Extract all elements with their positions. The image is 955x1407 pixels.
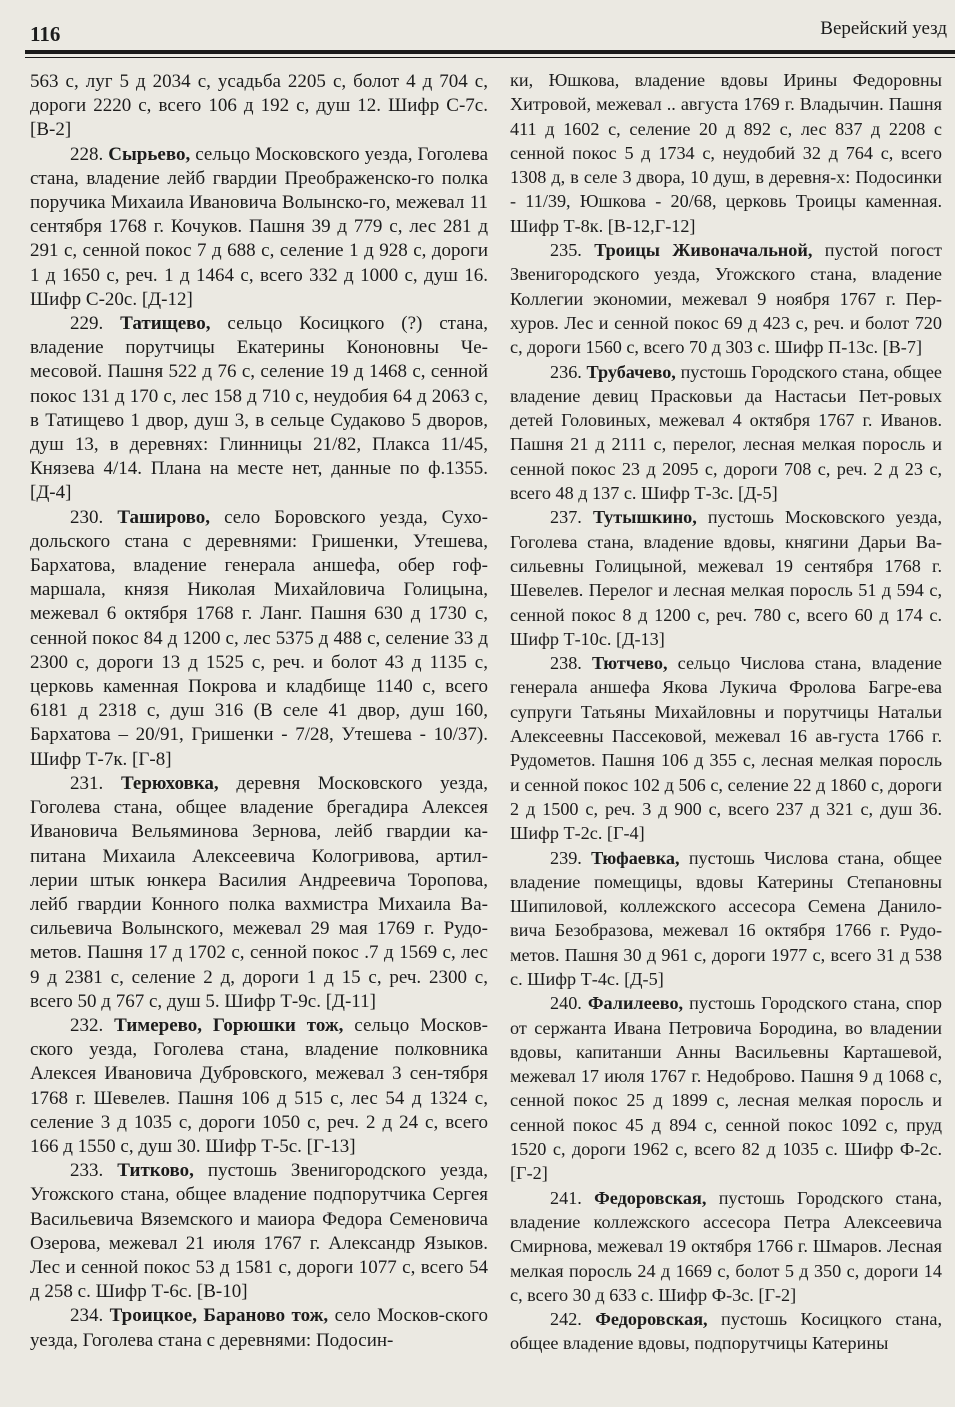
entry-text: пустошь Звенигородского уезда, Угожского стана, общее владение подпорутчика Сергея Васильевича Вяземского и маиора Федора Семеновича Озерова, межевал 21 июля 1767 г. Александр Языков. Лес и сенной покос 53 д 1581 с, дороги 1077 с, всего 54 д 258 с. Шифр Т-6с. [В-10] <box>30 1160 489 1303</box>
entry <box>510 238 942 359</box>
entry-text: сельцо Московского уезда, Гоголева стана, владение лейб гвардии Преображенско-го полка поручика Михаила Ивановича Волынско-го, межевал 11 сентября 1768 г. Кочуков. Пашня 39 д 779 с, лес 281 д 291 с, сенной покос 7 д 688 с, селение 1 д 928 с, дороги 1 д 1650 с, реч. 1 д 1464 с, всего 332 д 1000 с, душ 16. Шифр С-20с. [Д-12] <box>30 143 488 310</box>
entry-number: 237. <box>550 507 593 528</box>
header-rule-thick <box>25 50 955 54</box>
entry-continuation <box>510 68 942 238</box>
place-name: Татищево, <box>120 313 211 335</box>
page-header <box>0 0 955 60</box>
entry-text: сельцо Косицкого (?) стана, владение порутчицы Екатерины Кононовны Че-месовой. Пашня 522 д 76 с, селение 19 д 1468 с, сенной покос 131 д 170 с, лес 158 д 710 с, неудобия 64 д 2063 с, в Татищево 1 двор, душ 3, в сельце Судаково 5 дворов, душ 13, в деревнях: Глинницы 21/82, Плакса 11/45, Князева 4/14. Плана на месте нет, данные по ф.1355. [Д-4] <box>30 313 488 504</box>
entry <box>30 1014 488 1159</box>
entry-number: 240. <box>550 993 588 1014</box>
entry-text: пустошь Городского стана, владение коллежского ассесора Петра Алексеевича Смирнова, межевал 19 октября 1766 г. Шмаров. Лесная мелкая поросль 24 д 1669 с, болот 5 д 350 с, дороги 14 с, всего 30 д 633 с. Шифр Ф-3с. [Г-2] <box>510 1187 943 1305</box>
place-name: Таширово, <box>117 506 211 528</box>
entry-number: 238. <box>550 653 593 674</box>
entry-number: 231. <box>70 772 121 794</box>
entry <box>510 651 942 845</box>
entry-number: 236. <box>550 361 587 382</box>
entry-text: пустошь Числова стана, общее владение помещицы, вдовы Катерины Степановны Шипиловой, коллежского ассесора Семена Данило-вича Безобразова, межевал 16 октября 1766 г. Рудо-метов. Пашня 30 д 961 с, дороги 1977 с, всего 31 д 538 с. Шифр Т-4с. [Д-5] <box>510 847 943 989</box>
entry <box>510 846 942 992</box>
entry <box>510 505 942 651</box>
place-name: Троицкое, Бараново тож, <box>109 1305 329 1327</box>
entry <box>30 312 488 506</box>
entry-text: 563 с, луг 5 д 2034 с, усадьба 2205 с, болот 4 д 704 с, дороги 2220 с, всего 106 д 192 с, душ 12. Шифр С-7с. [В-2] <box>30 71 488 141</box>
entry <box>510 1186 942 1307</box>
entry-number: 232. <box>70 1014 115 1036</box>
entry-number: 228. <box>70 143 109 165</box>
entry-text: пустошь Городского стана, спор от сержанта Ивана Петровича Бородина, во владении вдовы, капитанши Анны Васильевны Карташевой, межевал 17 июля 1767 г. Недоброво. Пашня 9 д 1068 с, сенной покос 25 д 1899 с, лесная мелкая поросль и сенной покос 45 д 894 с, сенной покос 1092 с, пруд 1520 с, дороги 1962 с, всего 82 д 1035 с. Шифр Ф-2с. [Г-2] <box>510 993 942 1184</box>
right-column <box>510 68 942 1356</box>
entry <box>510 360 942 506</box>
entry <box>30 506 488 772</box>
entry <box>30 1304 488 1352</box>
left-column <box>30 70 488 1353</box>
entry-number: 241. <box>550 1187 595 1208</box>
entry <box>30 1159 488 1304</box>
place-name: Федоровская, <box>595 1309 708 1330</box>
place-name: Тюфаевка, <box>591 847 680 868</box>
entry <box>510 991 942 1185</box>
entry-number: 242. <box>550 1309 596 1330</box>
entry-number: 229. <box>70 313 121 335</box>
entry-text: ки, Юшкова, владение вдовы Ирины Федоровны Хитровой, межевал .. августа 1769 г. Владычин. Пашня 411 д 1602 с, селение 20 д 892 с, лес 837 д 2208 с сенной покос 5 д 1734 с, неудобий 32 д 764 с, всего 1308 д, в селе 3 двора, 10 душ, в деревня-х: Подосинки - 11/39, Юшкова - 20/68, церковь Троицы каменная. Шифр Т-8к. [В-12,Г-12] <box>510 70 942 236</box>
place-name: Терюховка, <box>120 772 219 794</box>
entry-number: 239. <box>550 847 592 868</box>
entry-number: 230. <box>70 506 118 528</box>
entry <box>30 143 488 312</box>
entry <box>510 1307 942 1356</box>
place-name: Федоровская, <box>594 1187 707 1208</box>
entry-continuation <box>30 70 488 143</box>
header-rule-thin <box>25 57 955 58</box>
entry-text: село Боровского уезда, Сухо-дольского стана с деревнями: Гришенки, Утешева, Бархатова, владение генерала аншефа, обер гоф-маршала, князя Николая Михайловича Голицына, межевал 6 октября 1768 г. Ланг. Пашня 630 д 1730 с, сенной покос 84 д 1200 с, лес 5375 д 488 с, селение 33 д 2300 с, дороги 13 д 1525 с, реч. и болот 43 д 1135 с, церковь каменная Покрова и кладбище 1140 с, всего 6181 д 2318 с, душ 316 (В селе 41 двор, душ 160, Бархатова – 20/91, Гришенки - 7/28, Утешева - 10/37). Шифр Т-7к. [Г-8] <box>30 506 488 770</box>
place-name: Троицы Живоначальной, <box>594 240 813 261</box>
entry <box>30 772 488 1014</box>
place-name: Фалилеево, <box>587 993 684 1014</box>
entry-text: сельцо Числова стана, владение генерала аншефа Якова Лукича Фролова Багре-ева супруги Татьяны Михайловны и порутчицы Натальи Алексеевны Пассековой, межевал 16 ав-густа 1766 г. Рудометов. Пашня 106 д 355 с, лесная мелкая поросль и сенной покос 102 д 506 с, селение 22 д 1860 с, дороги 2 д 1500 с, реч. 3 д 900 с, всего 237 д 321 с, душ 36. Шифр Т-2с. [Г-4] <box>510 653 943 844</box>
entry-text: село Москов-ского уезда, Гоголева стана с деревнями: Подосин- <box>30 1305 488 1351</box>
entry-text: сельцо Москов-ского уезда, Гоголева стана, владение полковника Алексея Ивановича Дубровского, межевал 3 сен-тября 1768 г. Шевелев. Пашня 106 д 515 с, лес 54 д 1324 с, селение 3 д 1035 с, дороги 1050 с, реч. 2 д 24 с, всего 166 д 1550 с, душ 30. Шифр Т-5с. [Г-13] <box>30 1014 488 1157</box>
entry-number: 235. <box>550 240 595 261</box>
place-name: Тутышкино, <box>592 507 697 528</box>
entry-text: пустошь Косицкого стана, общее владение вдовы, подпорутчицы Катерины <box>510 1309 943 1354</box>
place-name: Сырьево, <box>108 143 191 165</box>
place-name: Трубачево, <box>586 361 676 382</box>
entry-text: пустошь Городского стана, общее владение девиц Прасковьи да Настасьи Пет-ровых детей Головиных, межевал 4 октября 1767 г. Иванов. Пашня 21 д 2111 с, перелог, лесная мелкая поросль и сенной покос 23 д 2095 с, дороги 708 с, реч. 2 д 23 с, всего 48 д 137 с. Шифр Т-3с. [Д-5] <box>510 361 942 504</box>
entry-text: деревня Московского уезда, Гоголева стана, общее владение брегадира Алексея Ивановича Вельяминова Зернова, лейб гвардии ка-питана Михаила Алексеевича Кологривова, артил-лерии штык юнкера Василия Андреевича Торопова, лейб гвардии Конного полка вахмистра Михаила Ва-сильевича Волынского, межевал 29 мая 1769 г. Рудо-метов. Пашня 17 д 1702 с, сенной покос .7 д 1569 с, лес 9 д 2381 с, селение 2 д, дороги 1 д 15 с, реч. 2300 с, всего 50 д 767 с, душ 5. Шифр Т-9с. [Д-11] <box>30 772 489 1012</box>
place-name: Титково, <box>117 1160 194 1182</box>
running-title: Верейский уезд <box>820 18 947 39</box>
place-name: Тютчево, <box>592 653 668 674</box>
entry-number: 234. <box>70 1305 110 1327</box>
page-number: 116 <box>30 22 61 46</box>
place-name: Тимерево, Горюшки тож, <box>114 1014 344 1036</box>
entry-number: 233. <box>70 1160 118 1182</box>
entry-text: пустошь Московского уезда, Гоголева стана, владение вдовы, княгини Дарьи Ва-сильевны Голицыной, межевал 19 сентября 1768 г. Шевелев. Перелог и лесная мелкая поросль 51 д 594 с, сенной покос 8 д 1200 с, реч. 780 с, всего 60 д 174 с. Шифр Т-10с. [Д-13] <box>510 507 943 649</box>
entry-text: пустой погост Звенигородского уезда, Угожского стана, владение Коллегии экономии, межевал 9 ноября 1767 г. Пер-хуров. Лес и сенной покос 69 д 423 с, реч. и болот 720 с, дороги 1560 с, всего 70 д 303 с. Шифр П-13с. [В-7] <box>510 240 942 358</box>
